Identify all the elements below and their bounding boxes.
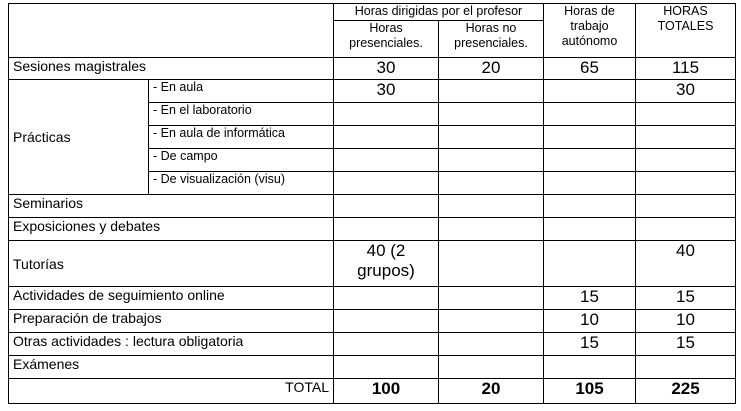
cell-empty	[544, 356, 636, 379]
cell-empty	[544, 149, 636, 172]
cell-total-presencial: 100	[334, 379, 439, 404]
cell-practicas-aula-presencial: 30	[334, 80, 439, 103]
table-row	[9, 310, 736, 333]
practicas-sub-label: - En aula	[149, 80, 334, 103]
cell-sesiones-autonomo: 65	[544, 58, 636, 80]
cell-empty	[636, 356, 736, 379]
cell-empty	[334, 149, 439, 172]
cell-empty	[334, 333, 439, 356]
cell-sesiones-presencial: 30	[334, 58, 439, 80]
row-label-seguimiento: Actividades de seguimiento online	[9, 287, 334, 310]
row-label-seminarios: Seminarios	[9, 195, 334, 218]
cell-seguimiento-autonomo: 15	[544, 287, 636, 310]
header-empty-cell	[9, 4, 334, 58]
row-label-sesiones: Sesiones magistrales	[9, 58, 334, 80]
cell-empty	[439, 287, 544, 310]
table-row	[9, 356, 736, 379]
practicas-sub-label: - En el laboratorio	[149, 103, 334, 126]
table-row	[9, 58, 736, 80]
cell-empty	[636, 103, 736, 126]
cell-empty	[544, 126, 636, 149]
cell-empty	[439, 356, 544, 379]
cell-empty	[334, 195, 439, 218]
cell-empty	[439, 103, 544, 126]
cell-empty	[334, 126, 439, 149]
cell-empty	[636, 149, 736, 172]
total-label: TOTAL	[9, 379, 334, 404]
table-row	[9, 333, 736, 356]
cell-empty	[636, 195, 736, 218]
row-label-practicas: Prácticas	[9, 80, 149, 195]
cell-empty	[636, 218, 736, 241]
table-row	[9, 80, 736, 103]
cell-empty	[544, 241, 636, 287]
row-label-exposiciones: Exposiciones y debates	[9, 218, 334, 241]
cell-empty	[334, 103, 439, 126]
header-presenciales: Horas presenciales.	[334, 21, 439, 58]
cell-empty	[439, 333, 544, 356]
table-row	[9, 195, 736, 218]
cell-total-total: 225	[636, 379, 736, 404]
hours-table-container	[8, 3, 736, 404]
header-totales: HORAS TOTALES	[636, 4, 736, 58]
cell-empty	[439, 310, 544, 333]
cell-empty	[636, 172, 736, 195]
total-row	[9, 379, 736, 404]
cell-empty	[439, 195, 544, 218]
cell-sesiones-no-presencial: 20	[439, 58, 544, 80]
cell-otras-total: 15	[636, 333, 736, 356]
cell-empty	[544, 218, 636, 241]
cell-empty	[439, 241, 544, 287]
cell-preparacion-autonomo: 10	[544, 310, 636, 333]
row-label-otras: Otras actividades : lectura obligatoria	[9, 333, 334, 356]
header-no-presenciales: Horas no presenciales.	[439, 21, 544, 58]
cell-seguimiento-total: 15	[636, 287, 736, 310]
header-autonomo: Horas de trabajo autónomo	[544, 4, 636, 58]
cell-tutorias-total: 40	[636, 241, 736, 287]
cell-empty	[334, 172, 439, 195]
cell-empty	[334, 356, 439, 379]
cell-total-no-presencial: 20	[439, 379, 544, 404]
table-row	[9, 287, 736, 310]
cell-empty	[334, 310, 439, 333]
cell-empty	[439, 80, 544, 103]
cell-practicas-aula-total: 30	[636, 80, 736, 103]
cell-empty	[544, 172, 636, 195]
cell-empty	[439, 218, 544, 241]
cell-empty	[334, 218, 439, 241]
cell-empty	[544, 195, 636, 218]
row-label-tutorias: Tutorías	[9, 241, 334, 287]
cell-empty	[544, 80, 636, 103]
practicas-sub-label: - De campo	[149, 149, 334, 172]
table-row	[9, 218, 736, 241]
cell-empty	[334, 287, 439, 310]
header-row-1	[9, 4, 736, 21]
cell-sesiones-total: 115	[636, 58, 736, 80]
cell-empty	[439, 172, 544, 195]
hours-table	[8, 3, 736, 404]
cell-empty	[439, 149, 544, 172]
cell-preparacion-total: 10	[636, 310, 736, 333]
cell-empty	[439, 126, 544, 149]
header-group-label: Horas dirigidas por el profesor	[334, 4, 544, 21]
practicas-sub-label: - En aula de informática	[149, 126, 334, 149]
row-label-preparacion: Preparación de trabajos	[9, 310, 334, 333]
cell-empty	[636, 126, 736, 149]
cell-tutorias-presencial: 40 (2 grupos)	[334, 241, 439, 287]
cell-empty	[544, 103, 636, 126]
practicas-sub-label: - De visualización (visu)	[149, 172, 334, 195]
row-label-examenes: Exámenes	[9, 356, 334, 379]
cell-otras-autonomo: 15	[544, 333, 636, 356]
table-row	[9, 241, 736, 287]
cell-total-autonomo: 105	[544, 379, 636, 404]
